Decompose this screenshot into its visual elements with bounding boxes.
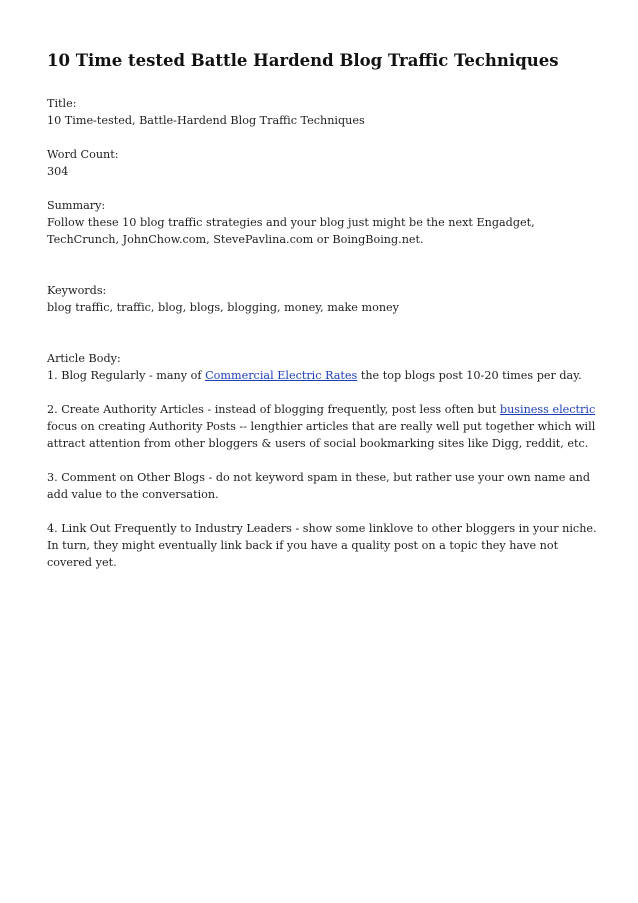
article-paragraph-4: 4. Link Out Frequently to Industry Leaders - show some linklove to other bloggers in your niche. In turn, they might eventually link back if you have a quality post on a topic they have not covered yet.: [47, 522, 597, 569]
article-body: [47, 350, 597, 571]
title-value: 10 Time-tested, Battle-Hardend Blog Traffic Techniques: [47, 114, 365, 127]
article-body-label: Article Body:: [47, 352, 121, 365]
commercial-electric-rates-link[interactable]: Commercial Electric Rates: [205, 369, 358, 382]
summary-value: Follow these 10 blog traffic strategies and your blog just might be the next Engadget, TechCrunch, JohnChow.com, StevePavlina.com or BoingBoing.net.: [47, 216, 535, 246]
document-heading: 10 Time tested Battle Hardend Blog Traffic Techniques: [47, 51, 559, 70]
word-count-label: Word Count:: [47, 148, 119, 161]
word-count-field: [47, 146, 597, 180]
title-field: [47, 95, 597, 129]
paragraph-1-text-before: 1. Blog Regularly - many of: [47, 369, 206, 382]
keywords-value: blog traffic, traffic, blog, blogs, blogging, money, make money: [47, 301, 399, 314]
word-count-value: 304: [47, 165, 69, 178]
article-paragraph-1: [47, 367, 597, 384]
document-page: [47, 50, 597, 571]
article-paragraph-3: 3. Comment on Other Blogs - do not keyword spam in these, but rather use your own name and add value to the conversation.: [47, 471, 590, 501]
summary-field: [47, 197, 597, 248]
summary-label: Summary:: [47, 199, 106, 212]
keywords-field: [47, 282, 597, 316]
title-label: Title:: [47, 97, 77, 110]
paragraph-2-text-after: focus on creating Authority Posts -- lengthier articles that are really well put together which will attract attention from other bloggers & users of social bookmarking sites like Digg, reddit, etc.: [47, 420, 596, 450]
paragraph-1-text-after: the top blogs post 10-20 times per day.: [357, 369, 582, 382]
keywords-label: Keywords:: [47, 284, 107, 297]
business-electric-link[interactable]: business electric: [499, 403, 596, 416]
paragraph-2-text-before: 2. Create Authority Articles - instead of blogging frequently, post less often but: [47, 403, 500, 416]
article-paragraph-2: [47, 401, 597, 452]
